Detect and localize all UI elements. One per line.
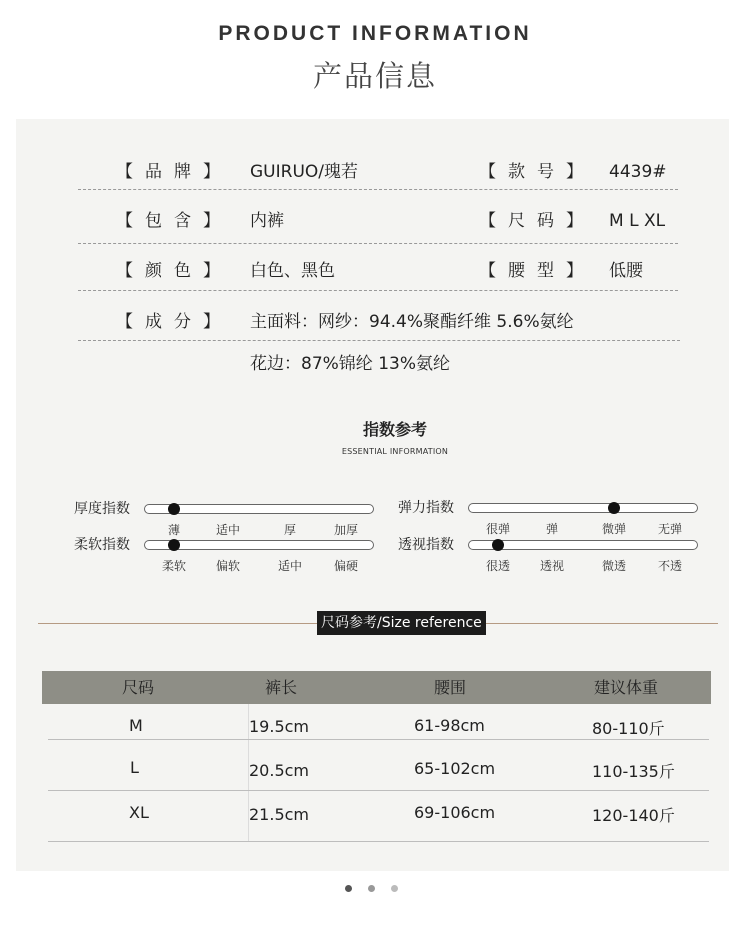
label-char: 成 <box>145 312 162 332</box>
gauge-tick: 加厚 <box>333 523 359 537</box>
label-char: 尺 <box>508 211 525 231</box>
header-weight: 建议体重 <box>593 678 659 697</box>
row-divider <box>48 841 709 842</box>
dashed-divider <box>78 340 680 341</box>
cell-size: XL <box>129 803 149 822</box>
info-label <box>116 307 220 337</box>
label-char: 包 <box>145 211 162 231</box>
info-row-color <box>0 256 750 286</box>
bracket-close: 】 <box>566 211 583 231</box>
bracket-close: 】 <box>203 312 220 332</box>
info-value: 白色、黑色 <box>250 261 335 281</box>
page-indicator <box>0 885 750 893</box>
info-value: 主面料：网纱：94.4%聚酯纤维 5.6%氨纶 <box>250 312 574 332</box>
title-en: PRODUCT INFORMATION <box>218 22 532 45</box>
index-title: 指数参考 <box>362 420 427 439</box>
cell-waist: 65-102cm <box>414 759 496 778</box>
cell-weight: 80-110斤 <box>592 719 665 738</box>
info-row-include <box>0 206 750 236</box>
size-table-header <box>42 671 711 704</box>
bracket-close: 】 <box>566 162 583 182</box>
gauge-tick: 微弹 <box>601 522 627 536</box>
bracket-close: 】 <box>203 261 220 281</box>
label-char: 含 <box>174 211 191 231</box>
info-value: GUIRUO/瑰若 <box>250 162 358 182</box>
cell-length: 19.5cm <box>249 717 310 736</box>
header-waist: 腰围 <box>433 678 467 697</box>
bracket-open: 【 <box>116 162 133 182</box>
size-reference-badge: 尺码参考/Size reference <box>317 611 486 635</box>
gauge-label: 弹力指数 <box>398 500 454 516</box>
dashed-divider <box>78 243 678 244</box>
info-label <box>116 256 220 286</box>
gauge-tick: 适中 <box>277 559 303 573</box>
gauge-tick: 薄 <box>167 523 181 537</box>
bracket-close: 】 <box>566 261 583 281</box>
label-char: 牌 <box>174 162 191 182</box>
transparency-gauge <box>398 537 703 577</box>
gauge-track <box>468 503 698 513</box>
gauge-marker <box>168 539 180 551</box>
info-row-material <box>0 307 750 337</box>
bracket-open: 【 <box>479 162 496 182</box>
info-row-lace <box>0 349 750 379</box>
header-size: 尺码 <box>121 678 155 697</box>
label-char: 分 <box>174 312 191 332</box>
softness-gauge <box>74 537 379 577</box>
gauge-tick: 厚 <box>283 523 297 537</box>
label-char: 品 <box>145 162 162 182</box>
bracket-open: 【 <box>116 261 133 281</box>
gauge-tick: 柔软 <box>161 559 187 573</box>
gauge-tick: 很弹 <box>485 522 511 536</box>
cell-length: 20.5cm <box>249 761 310 780</box>
gauge-tick: 无弹 <box>657 522 683 536</box>
gauge-tick: 偏硬 <box>333 559 359 573</box>
thickness-gauge <box>74 501 379 541</box>
cell-weight: 110-135斤 <box>592 762 675 781</box>
bracket-open: 【 <box>479 261 496 281</box>
label-char: 型 <box>537 261 554 281</box>
label-char: 颜 <box>145 261 162 281</box>
title-cn: 产品信息 <box>312 59 437 93</box>
bracket-open: 【 <box>116 312 133 332</box>
dashed-divider <box>78 290 678 291</box>
label-char: 腰 <box>508 261 525 281</box>
label-char: 款 <box>508 162 525 182</box>
gauge-tick: 透视 <box>539 559 565 573</box>
gauge-tick: 弹 <box>545 522 559 536</box>
label-char: 色 <box>174 261 191 281</box>
index-subtitle: ESSENTIAL INFORMATION <box>341 447 449 456</box>
gauge-tick: 适中 <box>215 523 241 537</box>
info-value: M L XL <box>609 211 666 231</box>
gauge-label: 厚度指数 <box>74 501 130 517</box>
bracket-open: 【 <box>479 211 496 231</box>
elasticity-gauge <box>398 500 703 540</box>
page-dot[interactable] <box>368 885 375 892</box>
gauge-label: 透视指数 <box>398 537 454 553</box>
cell-size: M <box>129 716 143 735</box>
gauge-marker <box>608 502 620 514</box>
info-value: 低腰 <box>609 261 643 281</box>
gauge-tick: 微透 <box>601 559 627 573</box>
gauge-marker <box>168 503 180 515</box>
info-value: 内裤 <box>250 211 284 231</box>
header-length: 裤长 <box>264 678 298 697</box>
gauge-tick: 很透 <box>485 559 511 573</box>
bracket-open: 【 <box>116 211 133 231</box>
cell-weight: 120-140斤 <box>592 806 675 825</box>
info-label <box>479 256 583 286</box>
info-row-brand <box>0 157 750 187</box>
page-dot[interactable] <box>391 885 398 892</box>
label-char: 号 <box>537 162 554 182</box>
gauge-tick: 偏软 <box>215 559 241 573</box>
info-label <box>116 157 220 187</box>
cell-waist: 61-98cm <box>414 716 485 735</box>
row-divider <box>48 739 709 740</box>
row-divider <box>48 790 709 791</box>
gauge-tick: 不透 <box>657 559 683 573</box>
label-char: 码 <box>537 211 554 231</box>
info-label <box>479 206 583 236</box>
info-label <box>116 206 220 236</box>
dashed-divider <box>78 189 678 190</box>
info-value: 4439# <box>609 162 667 182</box>
bracket-close: 】 <box>203 211 220 231</box>
cell-length: 21.5cm <box>249 805 310 824</box>
gauge-marker <box>492 539 504 551</box>
bracket-close: 】 <box>203 162 220 182</box>
info-extra-line: 花边：87%锦纶 13%氨纶 <box>250 354 450 374</box>
cell-waist: 69-106cm <box>414 803 496 822</box>
gauge-label: 柔软指数 <box>74 537 130 553</box>
cell-size: L <box>130 758 139 777</box>
info-label <box>479 157 583 187</box>
page-dot[interactable] <box>345 885 352 892</box>
